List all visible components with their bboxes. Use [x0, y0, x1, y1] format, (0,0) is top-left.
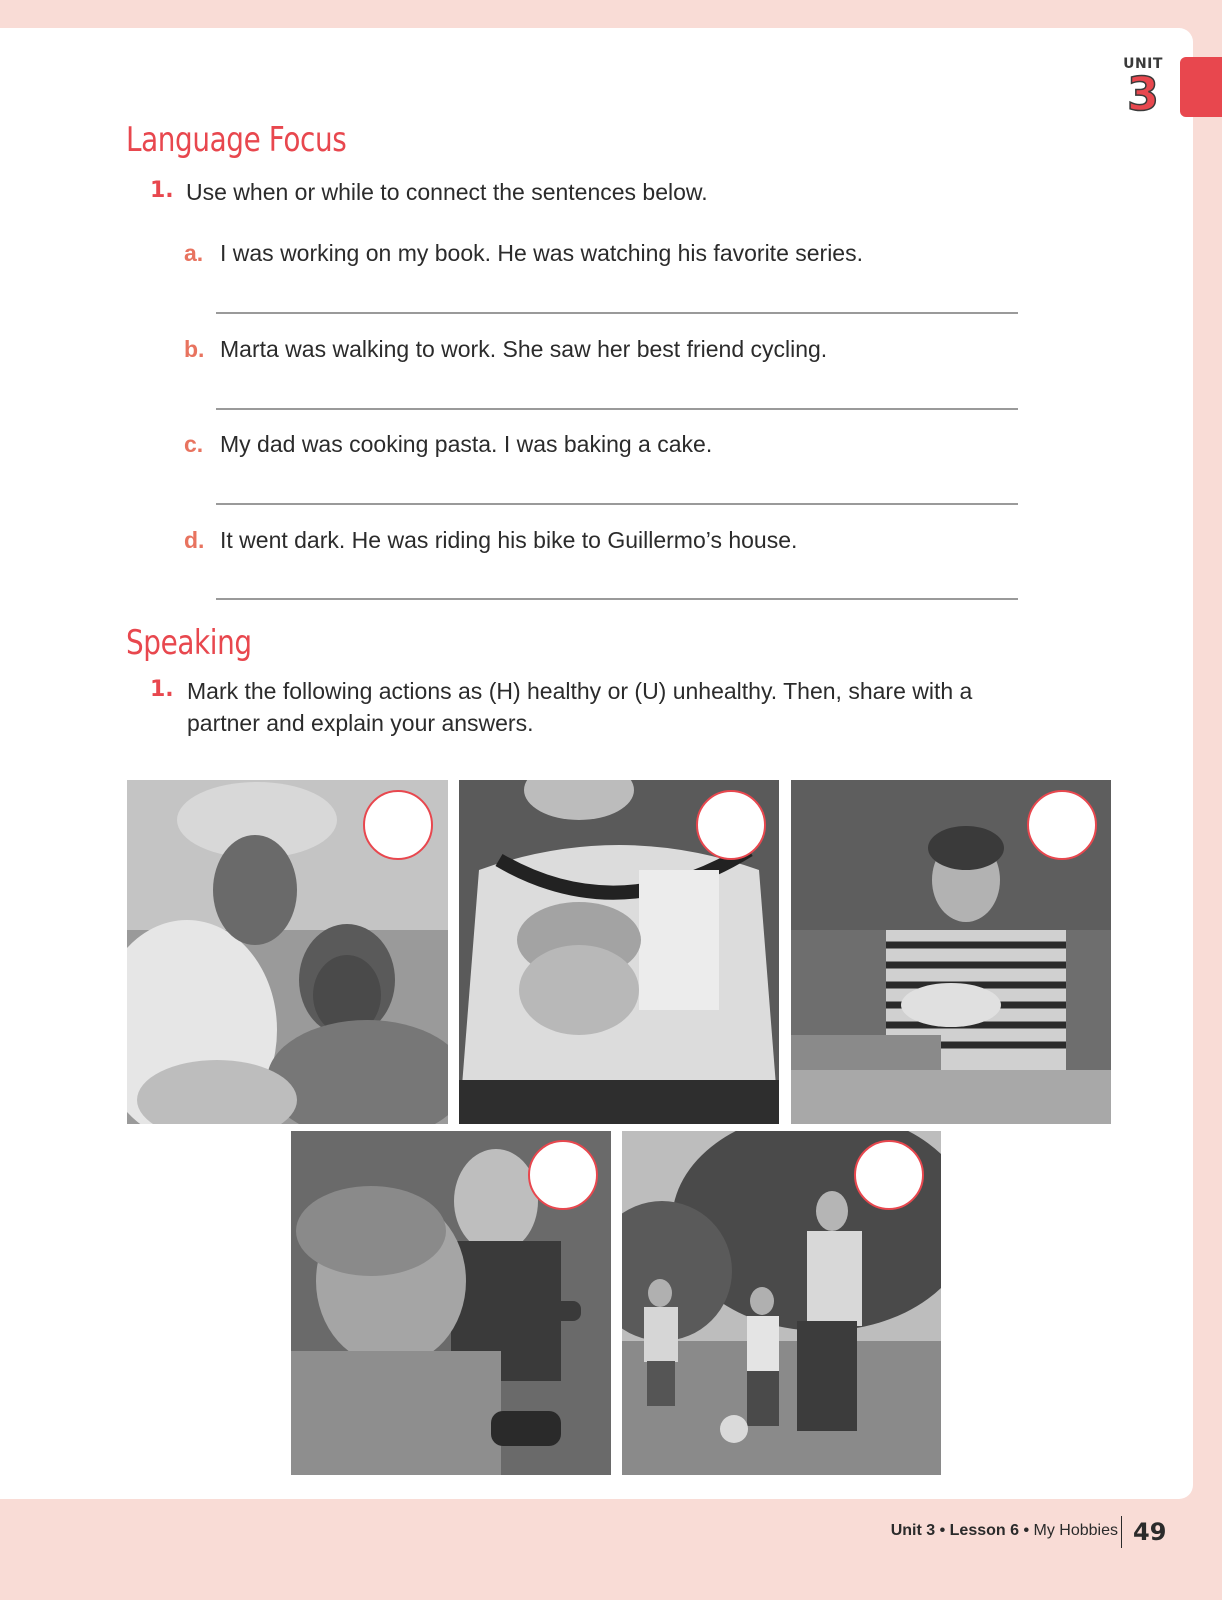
item-c-text: My dad was cooking pasta. I was baking a cake. [220, 431, 713, 457]
item-b-text: Marta was walking to work. She saw her best friend cycling. [220, 336, 828, 362]
speaking-instruction-line2: partner and explain your answers. [187, 710, 534, 736]
footer-divider [1121, 1516, 1122, 1548]
item-a-letter: a. [184, 240, 204, 266]
language-focus-exercise-number: 1. [150, 178, 174, 203]
answer-line-b[interactable] [216, 408, 1018, 410]
unit-number: 3 [1126, 67, 1159, 121]
unit-label: UNIT [1123, 56, 1163, 72]
page-number: 49 [1133, 1518, 1167, 1546]
footer-lesson-info: Unit 3 • Lesson 6 • My Hobbies [890, 1522, 1118, 1539]
item-a-text: I was working on my book. He was watching his favorite series. [220, 240, 863, 266]
mark-circle-family-soccer[interactable] [854, 1140, 924, 1210]
item-d-letter: d. [184, 527, 205, 553]
answer-line-a[interactable] [216, 312, 1018, 314]
item-b-letter: b. [184, 336, 205, 362]
language-focus-instruction: Use when or while to connect the sentences below. [186, 179, 708, 205]
answer-line-c[interactable] [216, 503, 1018, 505]
speaking-exercise-number: 1. [150, 677, 174, 702]
mark-circle-teen-in-bed[interactable] [1027, 790, 1097, 860]
footer-topic: My Hobbies [1033, 1522, 1118, 1539]
item-c-letter: c. [184, 431, 204, 457]
speaking-instruction-line1: Mark the following actions as (H) healthy or (U) unhealthy. Then, share with a [187, 678, 973, 704]
speaking-title: Speaking [126, 623, 252, 663]
answer-line-d[interactable] [216, 598, 1018, 600]
footer-lesson: Lesson 6 [949, 1522, 1020, 1539]
mark-circle-burger[interactable] [696, 790, 766, 860]
footer-unit: Unit 3 [890, 1522, 936, 1539]
language-focus-title: Language Focus [126, 120, 347, 160]
mark-circle-video-games[interactable] [528, 1140, 598, 1210]
item-d-text: It went dark. He was riding his bike to Guillermo’s house. [220, 527, 798, 553]
mark-circle-gardening[interactable] [363, 790, 433, 860]
unit-tab [1180, 57, 1222, 117]
